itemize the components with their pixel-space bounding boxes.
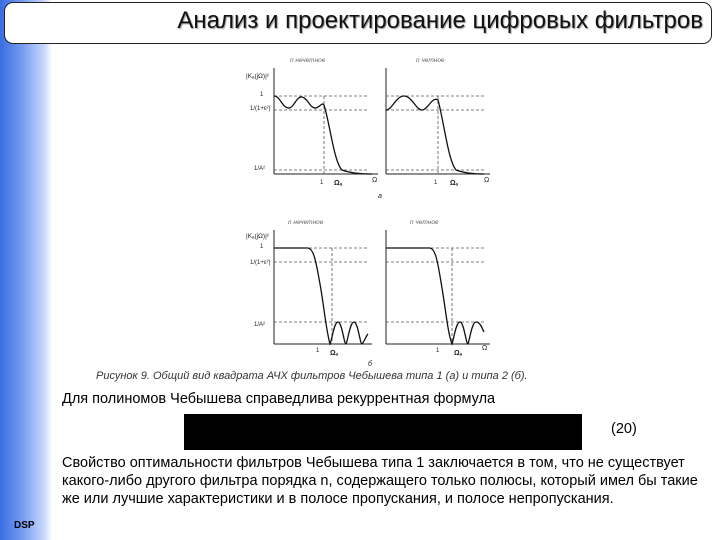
panel-1 xyxy=(246,57,378,187)
panel-1-one: 1 xyxy=(260,92,264,98)
footer-label: DSP xyxy=(14,520,35,531)
panel-4-x-one: 1 xyxy=(436,348,440,354)
title-bar xyxy=(4,2,712,44)
panel-3-ylabel: |Kₐ(jΩ)|² xyxy=(246,233,269,240)
panel-3-header: n нечетное xyxy=(288,219,324,226)
slide-title: Анализ и проектирование цифровых фильтров xyxy=(177,7,703,34)
panel-1-x-one: 1 xyxy=(320,180,324,186)
panel-2-response-curve xyxy=(386,96,484,174)
panel-2-x-one: 1 xyxy=(434,180,438,186)
panel-2-header: n четное xyxy=(416,57,445,64)
panel-4 xyxy=(386,219,490,357)
optimality-paragraph: Свойство оптимальности фильтров Чебышева типа 1 заключается в том, что не существует какого-либо другого фильтра порядка n, содержащего только полюсы, который имел бы такие же или лучшие характеристики и в полосе пропускания, и полосе непропускания. xyxy=(62,455,698,507)
panel-1-ylabel: |Kₐ(jΩ)|² xyxy=(246,73,269,80)
panel-1-response-curve xyxy=(274,96,372,174)
panel-1-header: n нечетное xyxy=(290,57,326,64)
panel-3 xyxy=(246,219,372,357)
figure-caption: Рисунок 9. Общий вид квадрата АЧХ фильтров Чебышева типа 1 (а) и типа 2 (б). xyxy=(96,370,528,382)
intro-text: Для полиномов Чебышева справедлива рекуррентная формула xyxy=(62,391,496,407)
panel-3-x-cut: Ωₐ xyxy=(330,350,339,357)
panel-2 xyxy=(386,57,490,187)
row-label-b: б xyxy=(368,361,372,368)
equation-number: (20) xyxy=(611,421,637,437)
panel-1-x-cut: Ωₐ xyxy=(334,180,343,187)
panel-1-stop-level: 1/A² xyxy=(254,166,266,172)
panel-2-x-cut: Ωₐ xyxy=(450,180,459,187)
panel-4-header: n четное xyxy=(410,219,439,226)
panel-1-pass-level: 1/(1+ε²) xyxy=(250,106,271,112)
panel-2-x-axis-label: Ω xyxy=(484,177,490,184)
row-label-a: а xyxy=(378,193,382,200)
slide-sidebar-gradient xyxy=(0,0,52,540)
redacted-formula-block xyxy=(184,414,582,450)
panel-3-one: 1 xyxy=(260,244,264,250)
panel-3-stop-level: 1/A² xyxy=(254,322,266,328)
panel-4-x-axis-label: Ω xyxy=(482,345,488,352)
panel-4-x-cut: Ωₐ xyxy=(454,350,463,357)
panel-4-response-curve xyxy=(386,248,484,344)
chebyshev-figure xyxy=(238,50,498,370)
panel-3-pass-level: 1/(1+ε²) xyxy=(250,260,271,266)
panel-1-x-axis-label: Ω xyxy=(372,177,378,184)
panel-3-x-one: 1 xyxy=(316,348,320,354)
